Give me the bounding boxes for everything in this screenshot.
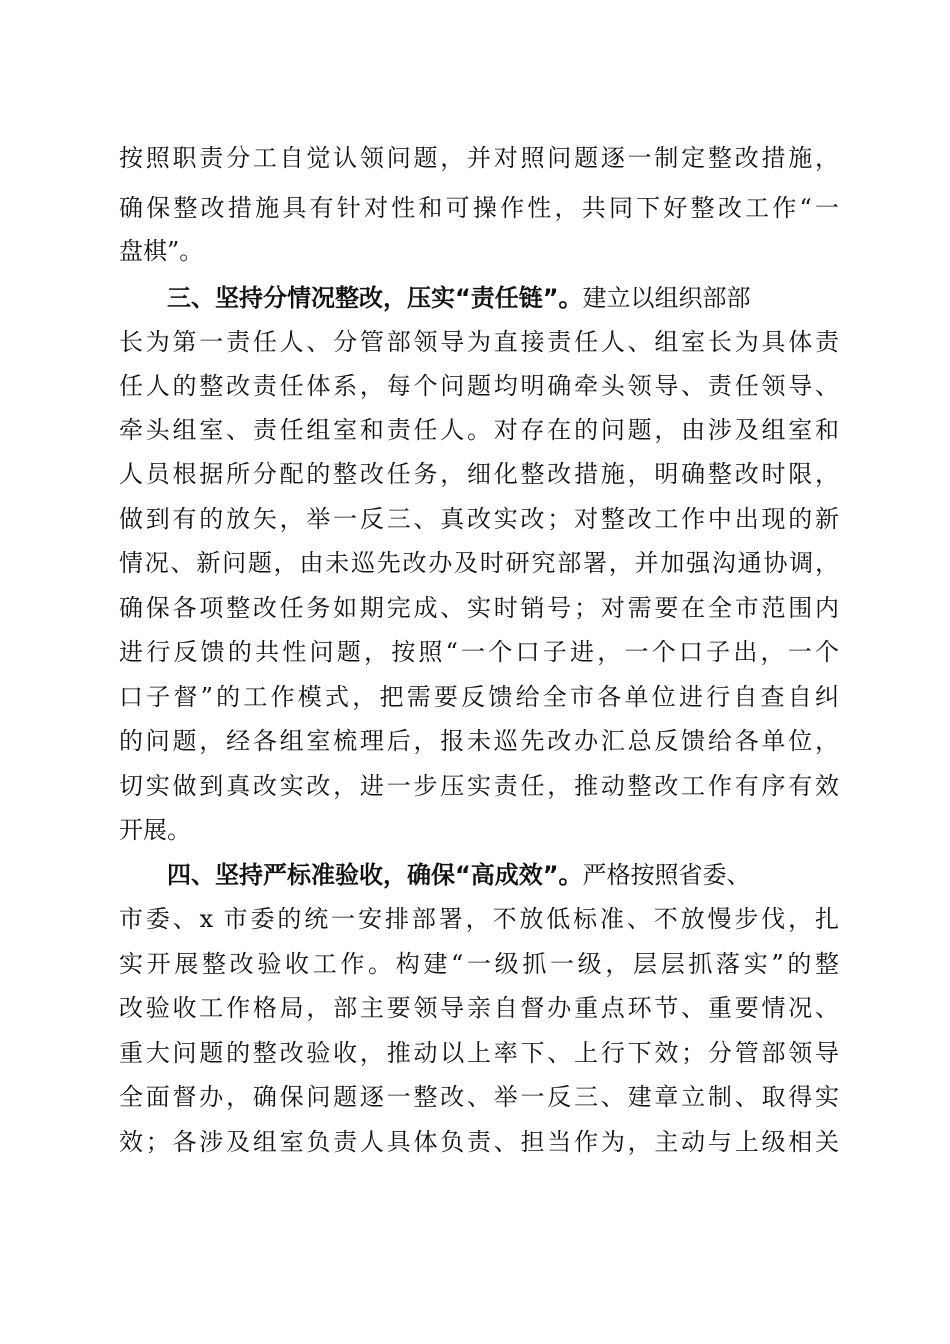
section-4-line-6: 全面督办，确保问题逐一整改、举一反三、建章立制、取得实	[119, 1083, 839, 1111]
section-3-line-13: 开展。	[119, 816, 191, 844]
section-3-first-line-text: 建立以组织部部	[582, 284, 751, 312]
section-4-line-7: 效；各涉及组室负责人具体负责、担当作为，主动与上级相关	[119, 1128, 839, 1156]
section-4-line-5: 重大问题的整改验收，推动以上率下、上行下效；分管部领导	[119, 1039, 839, 1067]
section-3-line-4: 牵头组室、责任组室和责任人。对存在的问题，由涉及组室和	[119, 416, 839, 444]
section-3-line-11: 的问题，经各组室梳理后，报未巡先改办汇总反馈给各单位，	[119, 727, 839, 755]
section-3-first-line	[167, 278, 839, 318]
section-3-heading: 三、坚持分情况整改，压实“责任链”。	[167, 284, 583, 312]
section-3-line-10: 口子督”的工作模式，把需要反馈给全市各单位进行自查自纠	[119, 683, 839, 711]
section-3-line-3: 任人的整改责任体系，每个问题均明确牵头领导、责任领导、	[119, 372, 839, 400]
section-4-line-3: 实开展整改验收工作。构建“一级抓一级，层层抓落实”的整	[119, 950, 839, 978]
section-3-line-2: 长为第一责任人、分管部领导为直接责任人、组室长为具体责	[119, 328, 839, 356]
section-3-line-8: 确保各项整改任务如期完成、实时销号；对需要在全市范围内	[119, 594, 839, 622]
section-4-first-line-text: 严格按照省委、	[582, 861, 751, 889]
section-3-line-7: 情况、新问题，由未巡先改办及时研究部署，并加强沟通协调，	[119, 549, 839, 577]
paragraph-1-line-1: 按照职责分工自觉认领问题，并对照问题逐一制定整改措施，	[119, 144, 839, 172]
section-3-line-6: 做到有的放矢，举一反三、真改实改；对整改工作中出现的新	[119, 505, 839, 533]
section-4-line-4: 改验收工作格局，部主要领导亲自督办重点环节、重要情况、	[119, 994, 839, 1022]
section-3-line-12: 切实做到真改实改，进一步压实责任，推动整改工作有序有效	[119, 772, 839, 800]
paragraph-1-line-2: 确保整改措施具有针对性和可操作性，共同下好整改工作“一	[119, 194, 839, 222]
section-3-line-5: 人员根据所分配的整改任务，细化整改措施，明确整改时限，	[119, 460, 839, 488]
section-3-line-9: 进行反馈的共性问题，按照“一个口子进，一个口子出，一个	[119, 638, 839, 666]
paragraph-1-line-3: 盘棋”。	[119, 237, 204, 265]
section-4-heading: 四、坚持严标准验收，确保“高成效”。	[167, 861, 583, 889]
section-4-first-line	[167, 855, 839, 895]
section-4-line-2: 市委、x 市委的统一安排部署，不放低标准、不放慢步伐，扎	[119, 905, 839, 933]
